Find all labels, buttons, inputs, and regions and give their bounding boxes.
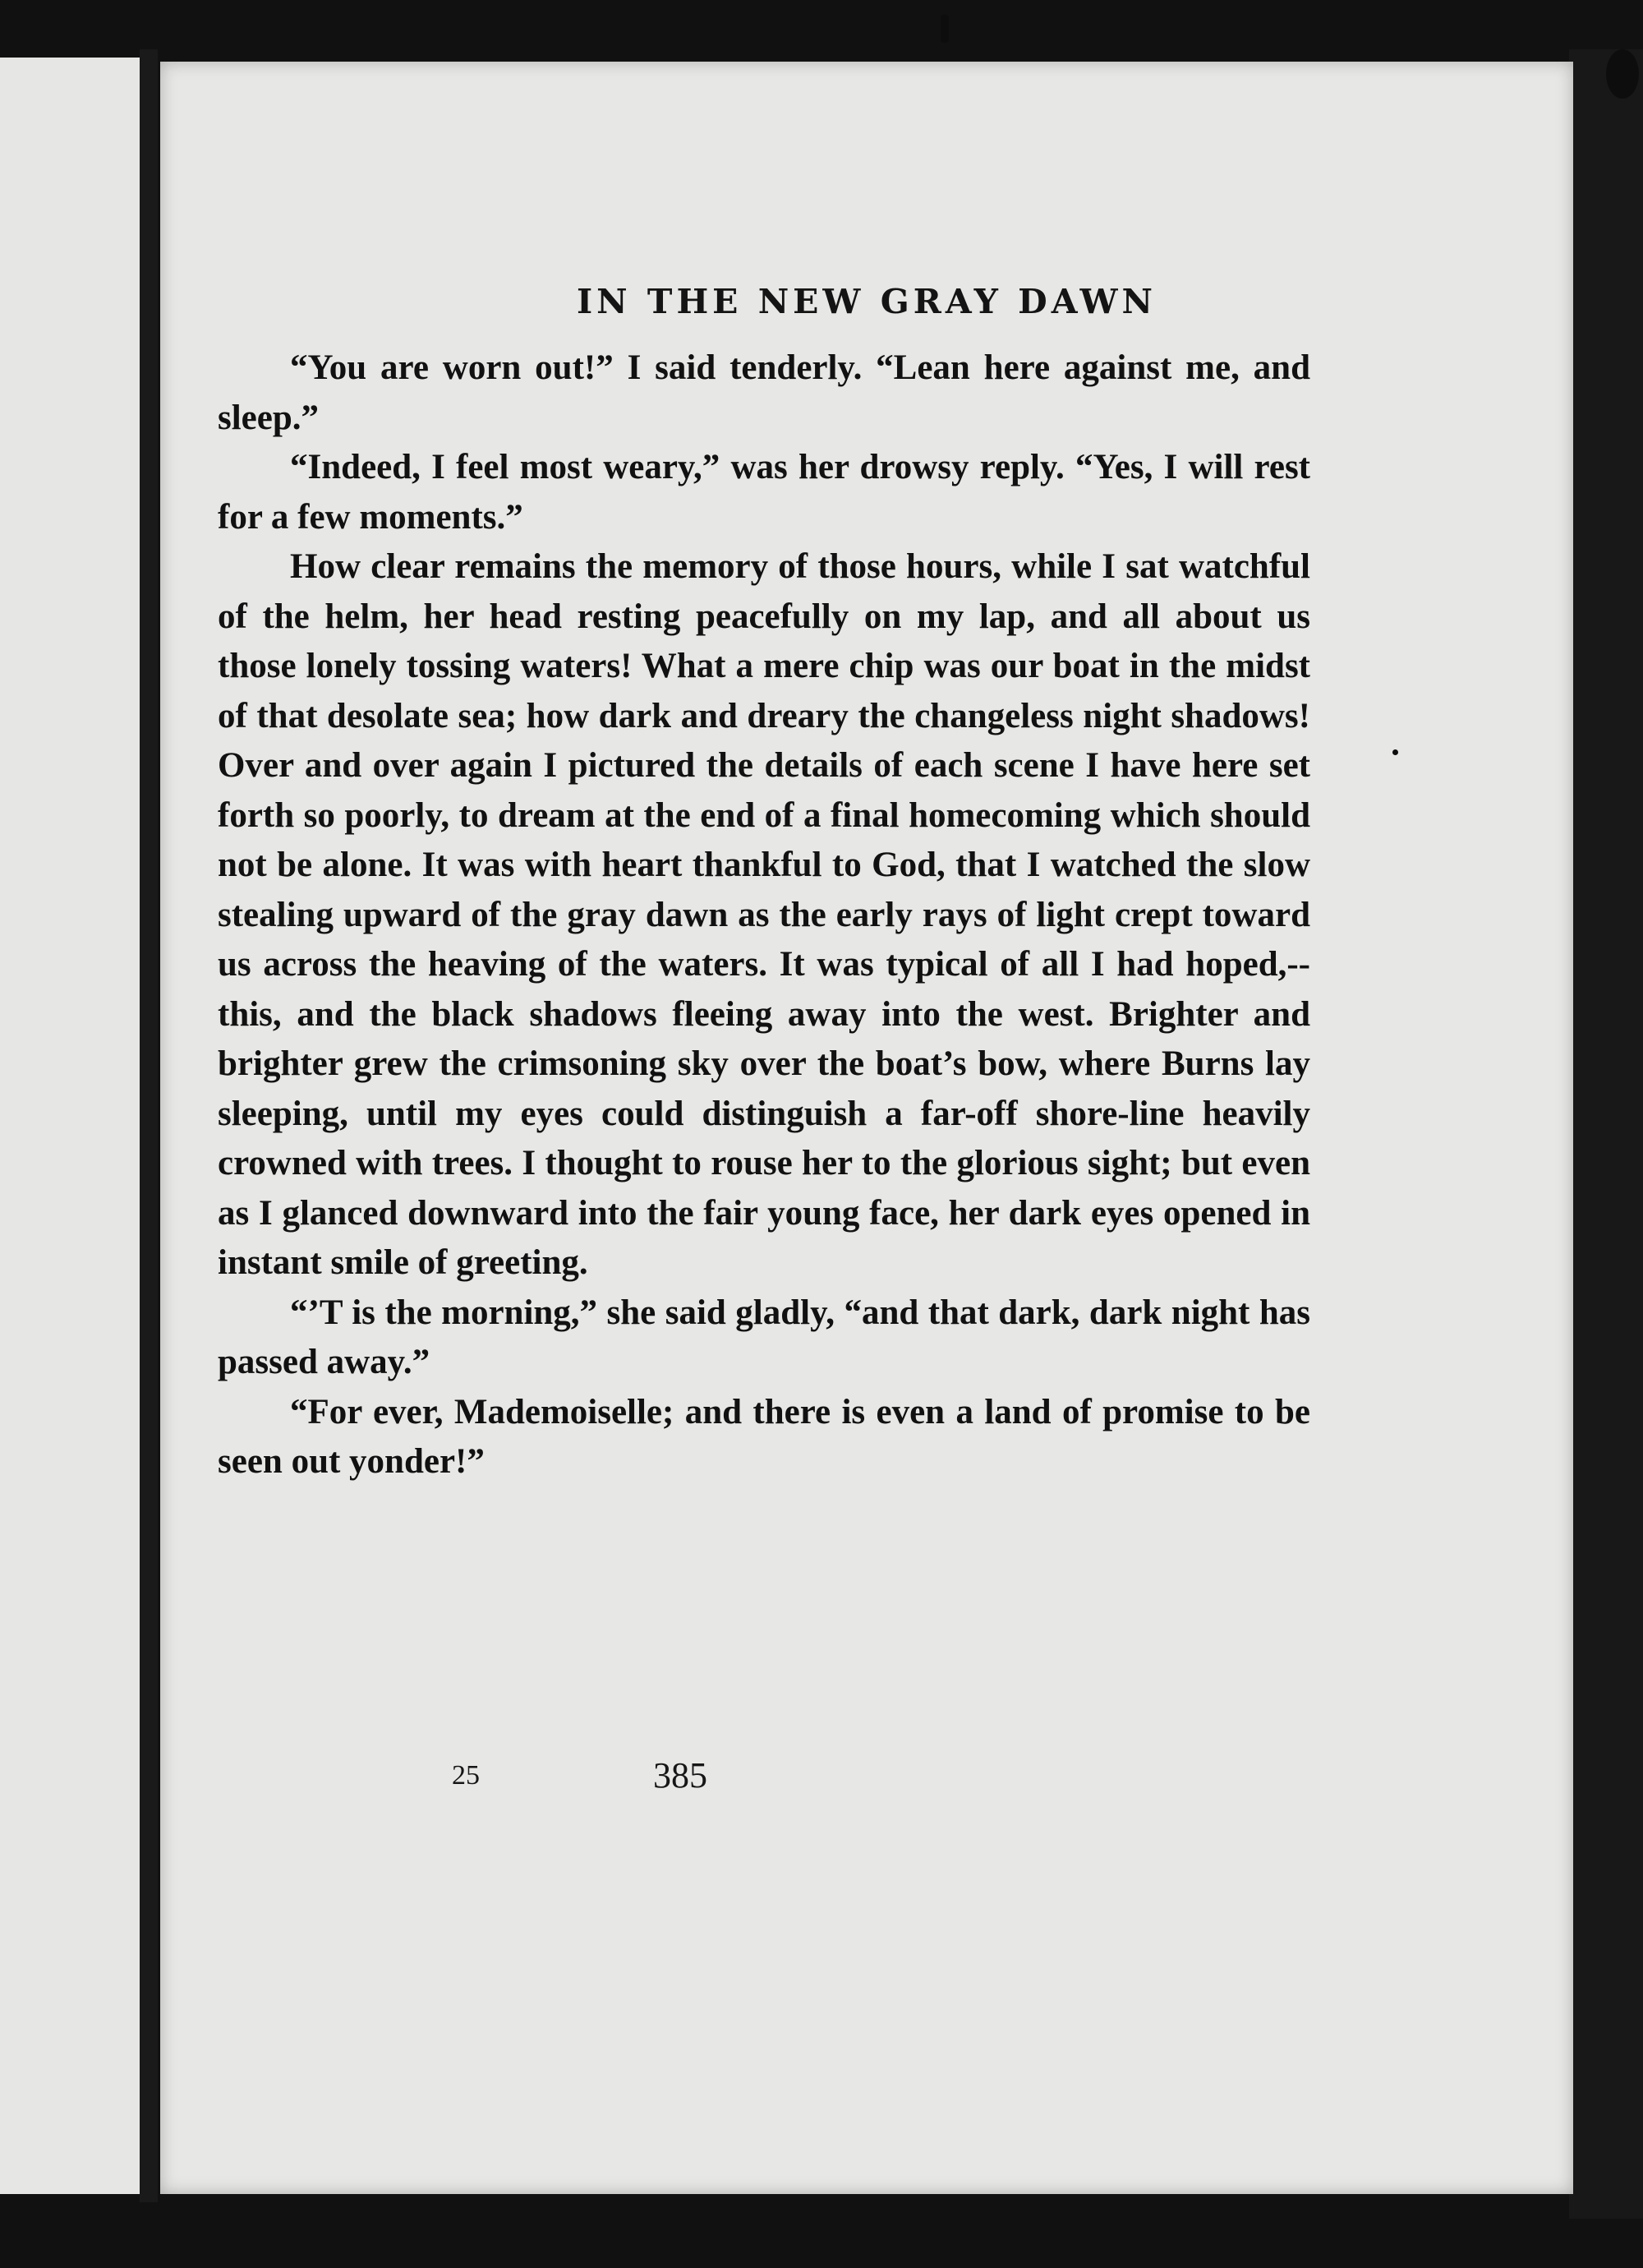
- paragraph: “Indeed, I feel most weary,” was her drowsy reply. “Yes, I will rest for a few moments.”: [218, 448, 1310, 537]
- page-number: 385: [653, 1755, 707, 1796]
- scan-speck: [1392, 749, 1398, 755]
- signature-mark: 25: [452, 1760, 480, 1791]
- paragraph: “You are worn out!” I said tenderly. “Lean here against me, and sleep.”: [218, 348, 1310, 437]
- facing-page-edge: [0, 58, 140, 2194]
- paragraph: “For ever, Mademoiselle; and there is even a land of promise to be seen out yonder!”: [218, 1392, 1310, 1481]
- scan-speck: [941, 15, 949, 43]
- running-head: IN THE NEW GRAY DAWN: [577, 282, 1157, 321]
- scan-border-right: [1569, 49, 1643, 2219]
- paragraph: “’T is the morning,” she said gladly, “and that dark, dark night has passed away.”: [218, 1293, 1310, 1381]
- book-gutter: [140, 49, 158, 2202]
- scan-speck: [1606, 49, 1639, 99]
- page-text: [218, 343, 1310, 1487]
- paragraph: How clear remains the memory of those hours, while I sat watchful of the helm, her head resting peacefully on my lap, and all about us those lonely tossing waters! What a mere chip was our boat in the midst of that desolate sea; how dark and dreary the changeless night shadows! Over and over again I pictured the details of each scene I have here set forth so poorly, to dream at the end of a final homecoming which should not be alone. It was with heart thankful to God, that I watched the slow stealing upward of the gray dawn as the early rays of light crept toward us across the heaving of the waters. It was typical of all I had hoped,--this, and the black shadows fleeing away into the west. Brighter and brighter grew the crimsoning sky over the boat’s bow, where Burns lay sleeping, until my eyes could distinguish a far-off shore-line heavily crowned with trees. I thought to rouse her to the glorious sight; but even as I glanced downward into the fair young face, her dark eyes opened in instant smile of greeting.: [218, 547, 1310, 1282]
